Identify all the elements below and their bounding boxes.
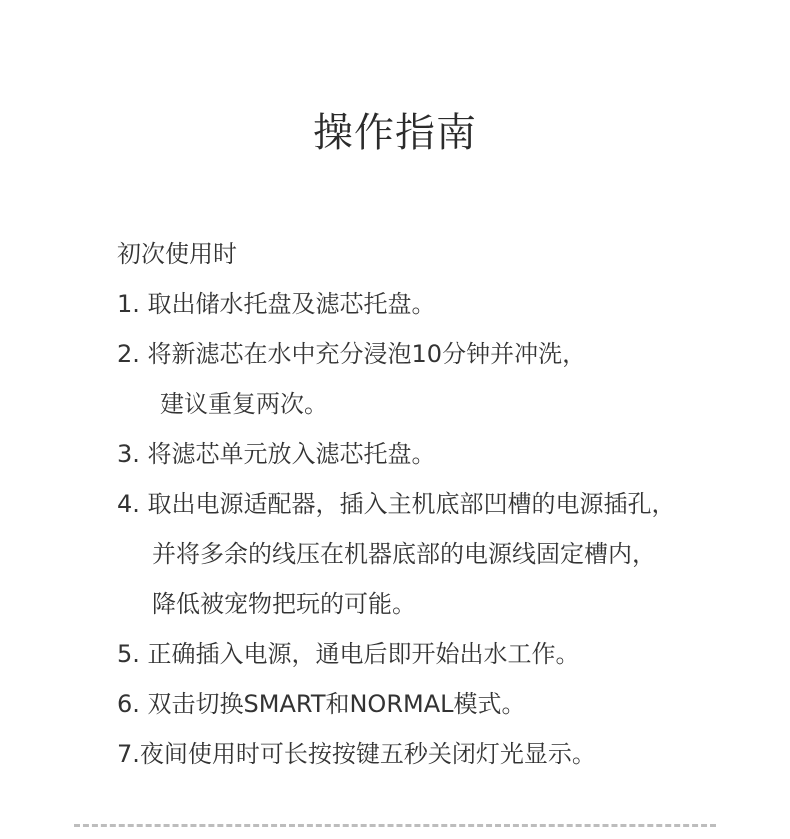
- section-heading: 初次使用时: [117, 240, 237, 268]
- step-6: 6. 双击切换SMART和NORMAL模式。: [117, 690, 526, 718]
- step-3: 3. 将滤芯单元放入滤芯托盘。: [117, 440, 436, 468]
- instructions-body: [117, 229, 757, 779]
- step-4-line-1: 4. 取出电源适配器，插入主机底部凹槽的电源插孔，: [117, 490, 676, 518]
- step-7: 7.夜间使用时可长按按键五秒关闭灯光显示。: [117, 740, 596, 768]
- dashed-divider: [74, 824, 716, 827]
- step-4-line-2: 并将多余的线压在机器底部的电源线固定槽内，: [152, 540, 656, 568]
- step-1: 1. 取出储水托盘及滤芯托盘。: [117, 290, 436, 318]
- step-5: 5. 正确插入电源，通电后即开始出水工作。: [117, 640, 580, 668]
- step-2-line-2: 建议重复两次。: [160, 390, 328, 418]
- step-2-line-1: 2. 将新滤芯在水中充分浸泡10分钟并冲洗，: [117, 340, 587, 368]
- page-title: 操作指南: [313, 110, 477, 156]
- step-4-line-3: 降低被宠物把玩的可能。: [152, 590, 416, 618]
